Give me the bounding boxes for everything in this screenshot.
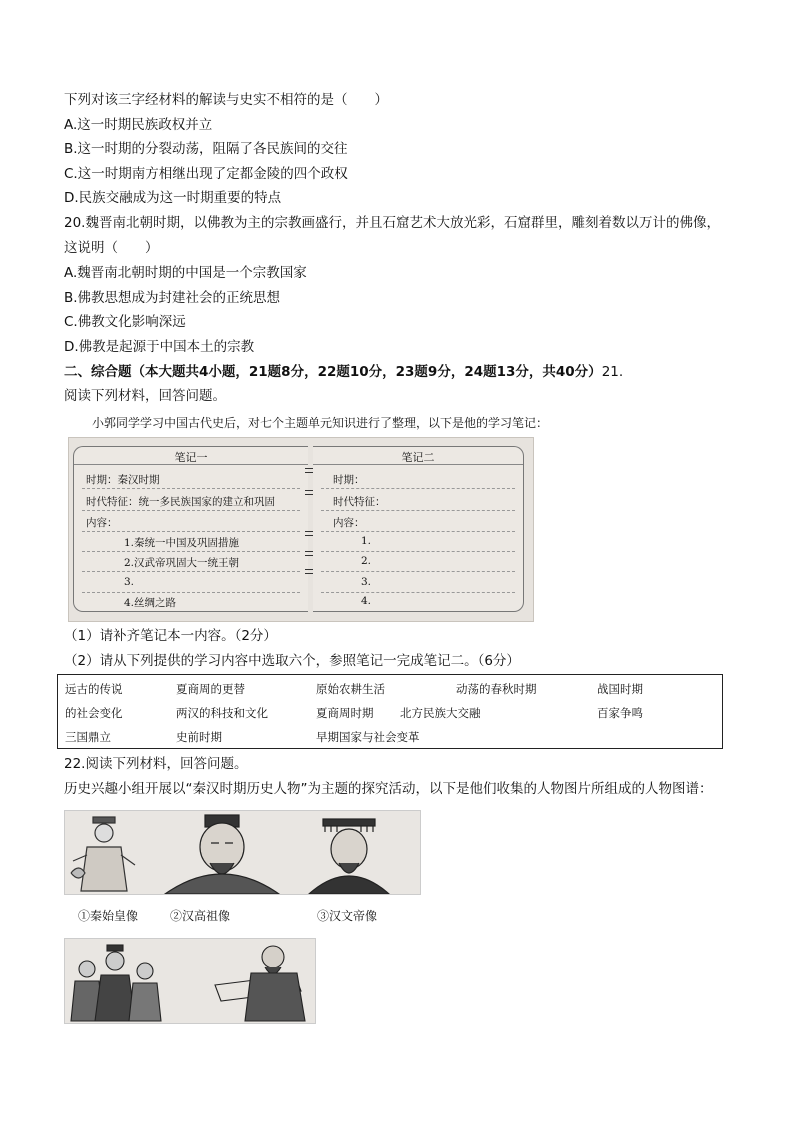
han-wendi-figure bbox=[309, 819, 389, 894]
portrait-illustration bbox=[65, 811, 420, 894]
note2-rule bbox=[321, 531, 515, 532]
portrait-strip-1 bbox=[64, 810, 421, 895]
note2-rule bbox=[321, 551, 515, 552]
group-figures bbox=[71, 945, 161, 1021]
portrait-illustration bbox=[65, 939, 315, 1023]
note2-rule bbox=[321, 510, 515, 511]
note1-item-1: 1.秦统一中国及巩固措施 bbox=[124, 537, 240, 549]
choice: 三国鼎立 bbox=[65, 730, 111, 744]
note2-rule bbox=[321, 571, 515, 572]
learning-content-box bbox=[57, 674, 723, 749]
note1-content-label: 内容： bbox=[86, 517, 118, 529]
note1-rule bbox=[82, 510, 300, 511]
note2-item-2: 2. bbox=[361, 555, 372, 567]
scholar-figure bbox=[215, 946, 305, 1021]
note2-feature: 时代特征： bbox=[333, 496, 386, 508]
note2-content-label: 内容： bbox=[333, 517, 365, 529]
note1-title-rule bbox=[74, 464, 308, 465]
note2-item-4: 4. bbox=[361, 595, 372, 607]
choice: 战国时期 bbox=[597, 682, 643, 696]
note1-period: 时期：秦汉时期 bbox=[86, 474, 160, 486]
q20-option-b: B.佛教思想成为封建社会的正统思想 bbox=[64, 290, 281, 306]
choice: 原始农耕生活 bbox=[316, 682, 385, 696]
note1-card bbox=[73, 446, 308, 612]
section2-heading-tail: 21. bbox=[601, 364, 624, 380]
caption-1: ①秦始皇像 bbox=[78, 909, 139, 923]
q19-option-d: D.民族交融成为这一时期重要的特点 bbox=[64, 190, 282, 206]
note1-item-2: 2.汉武帝巩固大一统王朝 bbox=[124, 557, 240, 569]
choice: 百家争鸣 bbox=[597, 706, 643, 720]
qin-shihuang-figure bbox=[71, 817, 135, 891]
q22-line2: 历史兴趣小组开展以“秦汉时期历史人物”为主题的探究活动，以下是他们收集的人物图片所组成的人物图谱： bbox=[64, 781, 713, 797]
note1-rule bbox=[82, 531, 300, 532]
note1-feature: 时代特征：统一多民族国家的建立和巩固 bbox=[86, 496, 275, 508]
portrait-strip-2 bbox=[64, 938, 316, 1024]
q20-stem-line1: 20.魏晋南北朝时期，以佛教为主的宗教画盛行，并且石窟艺术大放光彩，石窟群里，雕刻着数以万计的佛像， bbox=[64, 215, 720, 231]
q21-sub2: （2）请从下列提供的学习内容中选取六个，参照笔记一完成笔记二。（6分） bbox=[64, 653, 520, 669]
section2-heading-text: 二、综合题（本大题共4小题，21题8分，22题10分，23题9分，24题13分，共40分） bbox=[64, 364, 602, 380]
q21-intro: 小郭同学学习中国古代史后，对七个主题单元知识进行了整理，以下是他的学习笔记： bbox=[92, 416, 549, 430]
note2-title-rule bbox=[313, 464, 523, 465]
note2-item-3: 3. bbox=[361, 576, 372, 588]
note1-item-4: 4.丝绸之路 bbox=[124, 597, 177, 609]
note2-card bbox=[313, 446, 524, 612]
section2-read-line: 阅读下列材料，回答问题。 bbox=[64, 388, 226, 404]
choice: 远古的传说 bbox=[65, 682, 123, 696]
choice: 的社会变化 bbox=[65, 706, 123, 720]
q20-option-a: A.魏晋南北朝时期的中国是一个宗教国家 bbox=[64, 265, 307, 281]
q20-option-c: C.佛教文化影响深远 bbox=[64, 314, 186, 330]
choice: 夏商周时期 bbox=[316, 706, 374, 720]
q20-stem-line2: 这说明（ ） bbox=[64, 240, 159, 256]
choice: 夏商周的更替 bbox=[176, 682, 245, 696]
section2-heading bbox=[64, 363, 623, 381]
note1-rule bbox=[82, 592, 300, 593]
q19-option-a: A.这一时期民族政权并立 bbox=[64, 117, 213, 133]
note1-rule bbox=[82, 488, 300, 489]
choice: 史前时期 bbox=[176, 730, 222, 744]
note2-rule bbox=[321, 592, 515, 593]
choice: 早期国家与社会变革 bbox=[316, 730, 420, 744]
note2-item-1: 1. bbox=[361, 535, 372, 547]
q19-option-b: B.这一时期的分裂动荡，阻隔了各民族间的交往 bbox=[64, 141, 348, 157]
caption-3: ③汉文帝像 bbox=[317, 909, 378, 923]
choice: 北方民族大交融 bbox=[400, 706, 481, 720]
q21-sub1: （1）请补齐笔记本一内容。（2分） bbox=[64, 628, 277, 644]
caption-2: ②汉高祖像 bbox=[170, 909, 231, 923]
note2-rule bbox=[321, 488, 515, 489]
han-gaozu-figure bbox=[165, 815, 279, 894]
note1-rule bbox=[82, 551, 300, 552]
q20-option-d: D.佛教是起源于中国本土的宗教 bbox=[64, 339, 255, 355]
q22-line1: 22.阅读下列材料，回答问题。 bbox=[64, 756, 248, 772]
q19-stem: 下列对该三字经材料的解读与史实不相符的是（ ） bbox=[64, 92, 388, 108]
choice: 动荡的春秋时期 bbox=[456, 682, 537, 696]
note1-item-3: 3. bbox=[124, 576, 135, 588]
notebook-figure bbox=[68, 437, 534, 622]
note2-title: 笔记二 bbox=[401, 451, 435, 464]
note2-period: 时期： bbox=[333, 474, 365, 486]
q19-option-c: C.这一时期南方相继出现了定都金陵的四个政权 bbox=[64, 166, 348, 182]
note1-rule bbox=[82, 571, 300, 572]
choice: 两汉的科技和文化 bbox=[176, 706, 268, 720]
note1-title: 笔记一 bbox=[174, 451, 208, 464]
